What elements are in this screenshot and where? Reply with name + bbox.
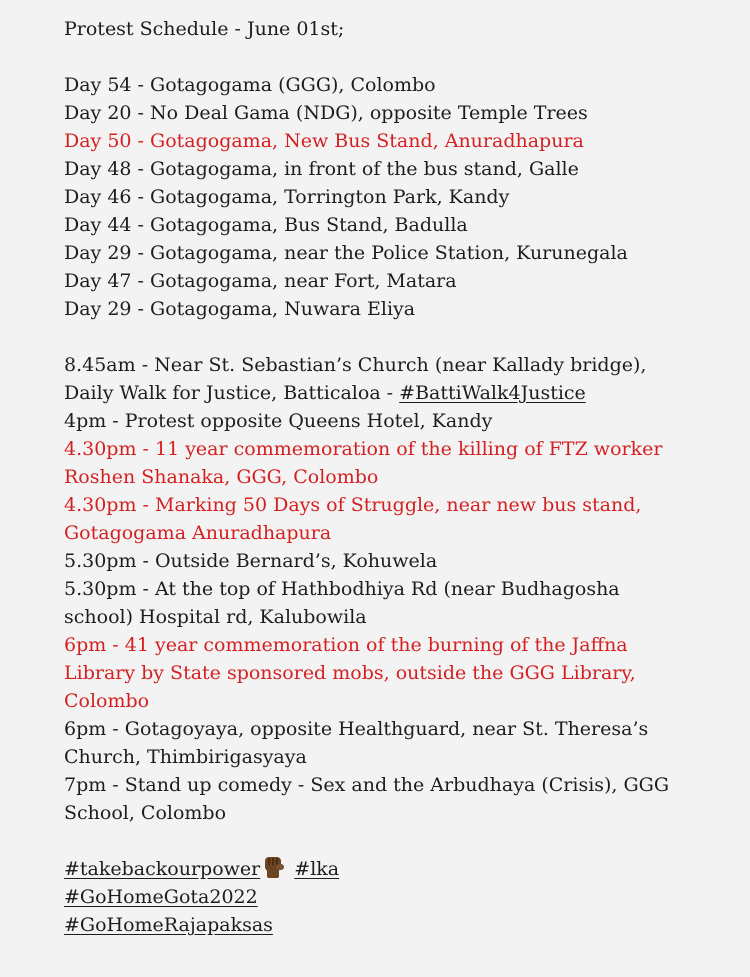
day-list <box>64 71 710 323</box>
event-line <box>64 771 710 799</box>
event-line <box>64 351 710 379</box>
event-entry <box>64 771 710 827</box>
event-text: Church, Thimbirigasyaya <box>64 746 307 768</box>
day-entry: Day 44 - Gotagogama, Bus Stand, Badulla <box>64 214 468 236</box>
hashtag-battiwalk4justice[interactable]: #BattiWalk4Justice <box>399 382 586 404</box>
hashtag-gohomegota2022[interactable]: #GoHomeGota2022 <box>64 886 258 908</box>
hashtag-line-1 <box>64 855 710 883</box>
event-text: 5.30pm - Outside Bernard’s, Kohuwela <box>64 550 438 572</box>
day-entry: Day 50 - Gotagogama, New Bus Stand, Anuradhapura <box>64 130 584 152</box>
event-text: school) Hospital rd, Kalubowila <box>64 606 367 628</box>
event-entry <box>64 575 710 631</box>
event-line <box>64 547 710 575</box>
schedule-title: Protest Schedule - June 01st; <box>64 18 345 40</box>
hashtag-line-2 <box>64 883 710 911</box>
event-text: 5.30pm - At the top of Hathbodhiya Rd (near Budhagosha <box>64 578 620 600</box>
event-line <box>64 659 710 687</box>
day-entry: Day 47 - Gotagogama, near Fort, Matara <box>64 270 457 292</box>
event-text: 7pm - Stand up comedy - Sex and the Arbudhaya (Crisis), GGG <box>64 774 670 796</box>
event-entry <box>64 435 710 491</box>
day-entry: Day 29 - Gotagogama, near the Police Station, Kurunegala <box>64 242 628 264</box>
event-entry <box>64 547 710 575</box>
event-entry <box>64 715 710 771</box>
event-text: School, Colombo <box>64 802 227 824</box>
day-entry: Day 54 - Gotagogama (GGG), Colombo <box>64 74 436 96</box>
spacer <box>64 323 710 351</box>
event-text: Daily Walk for Justice, Batticaloa - <box>64 382 400 404</box>
hashtag-block <box>64 855 710 939</box>
day-entry: Day 46 - Gotagogama, Torrington Park, Kandy <box>64 186 510 208</box>
event-text: 6pm - Gotagoyaya, opposite Healthguard, near St. Theresa’s <box>64 718 649 740</box>
event-line <box>64 715 710 743</box>
hashtag-line-3 <box>64 911 710 939</box>
event-text: Colombo <box>64 690 150 712</box>
event-text: Library by State sponsored mobs, outside the GGG Library, <box>64 662 636 684</box>
event-line <box>64 743 710 771</box>
event-text: 4pm - Protest opposite Queens Hotel, Kandy <box>64 410 493 432</box>
spacer <box>64 43 710 71</box>
day-entry: Day 20 - No Deal Gama (NDG), opposite Temple Trees <box>64 102 588 124</box>
event-text: 6pm - 41 year commemoration of the burning of the Jaffna <box>64 634 628 656</box>
event-entry <box>64 351 710 407</box>
event-entry <box>64 407 710 435</box>
hashtag-gohomerajapaksas[interactable]: #GoHomeRajapaksas <box>64 914 273 936</box>
event-text: 4.30pm - 11 year commemoration of the killing of FTZ worker <box>64 438 663 460</box>
event-entry <box>64 491 710 547</box>
event-line <box>64 519 710 547</box>
event-line <box>64 631 710 659</box>
spacer <box>64 827 710 855</box>
day-entry: Day 29 - Gotagogama, Nuwara Eliya <box>64 298 416 320</box>
event-list <box>64 351 710 827</box>
event-line <box>64 687 710 715</box>
event-line <box>64 491 710 519</box>
day-entry: Day 48 - Gotagogama, in front of the bus stand, Galle <box>64 158 579 180</box>
event-line <box>64 463 710 491</box>
event-entry <box>64 631 710 715</box>
event-line <box>64 407 710 435</box>
event-text: 4.30pm - Marking 50 Days of Struggle, near new bus stand, <box>64 494 642 516</box>
event-text: 8.45am - Near St. Sebastian’s Church (near Kallady bridge), <box>64 354 647 376</box>
event-line <box>64 575 710 603</box>
raised-fist-icon <box>261 855 287 879</box>
event-line <box>64 379 710 407</box>
event-line <box>64 603 710 631</box>
event-line <box>64 435 710 463</box>
event-text: Roshen Shanaka, GGG, Colombo <box>64 466 379 488</box>
event-text: Gotagogama Anuradhapura <box>64 522 332 544</box>
event-line <box>64 799 710 827</box>
hashtag-takebackourpower[interactable]: #takebackourpower <box>64 858 261 880</box>
hashtag-lka[interactable]: #lka <box>294 858 340 880</box>
